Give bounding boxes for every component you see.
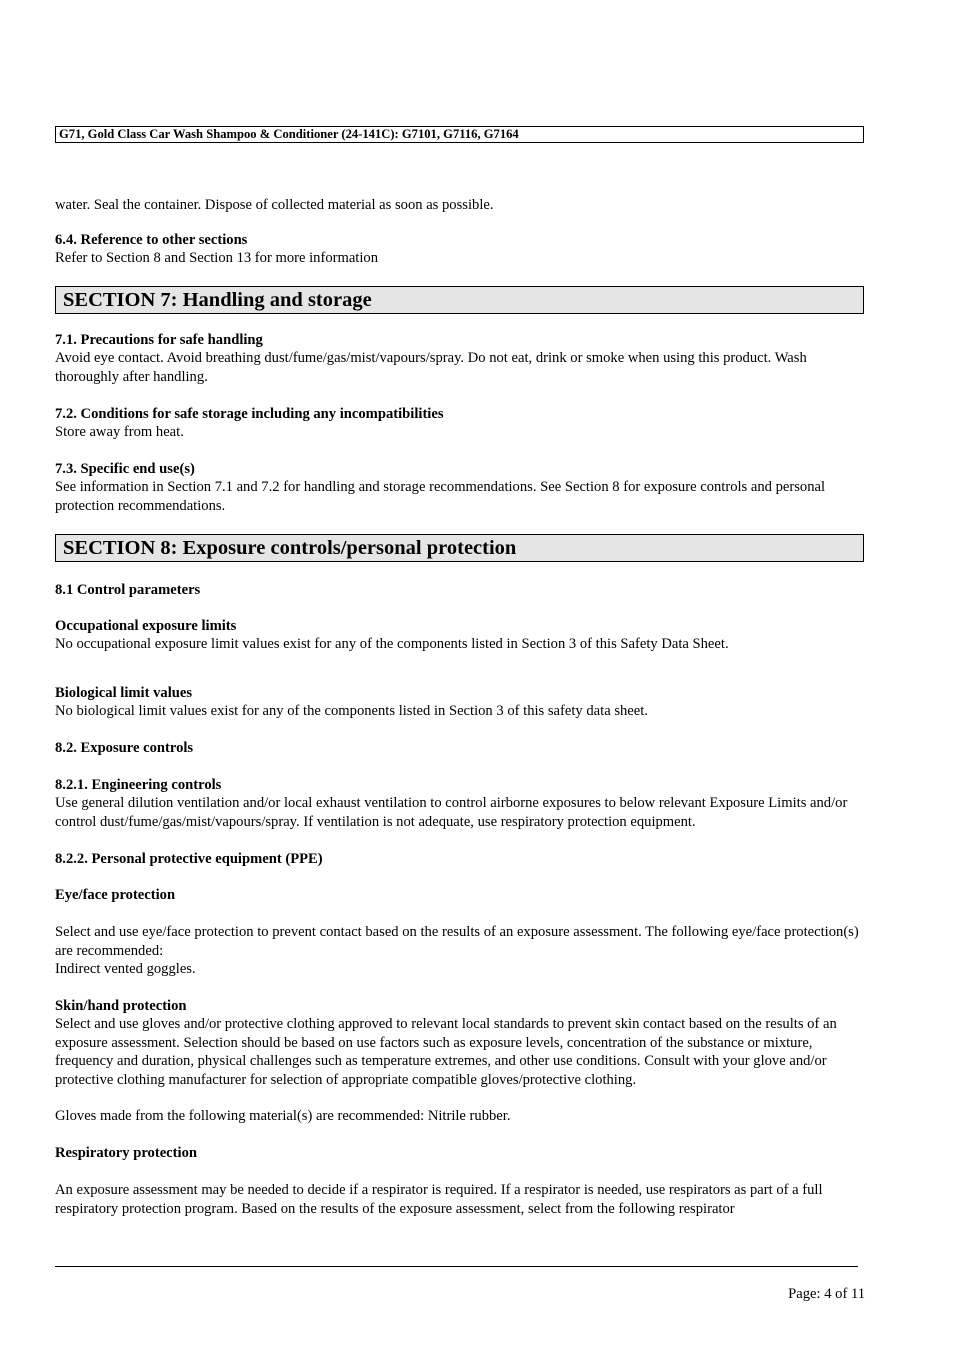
section-8-1-heading: 8.1 Control parameters bbox=[55, 582, 201, 598]
page-number: Page: 4 of 11 bbox=[788, 1286, 865, 1302]
blv-text: No biological limit values exist for any of the components listed in Section 3 of this safety data sheet. bbox=[55, 703, 648, 719]
section-7-2-heading: 7.2. Conditions for safe storage including any incompatibilities bbox=[55, 406, 444, 422]
section-7-1-text: Avoid eye contact. Avoid breathing dust/fume/gas/mist/vapours/spray. Do not eat, drink or smoke when using this product. Wash thoroughly after handling. bbox=[55, 350, 807, 385]
eye-protection-recommendation: Indirect vented goggles. bbox=[55, 961, 196, 977]
skin-protection-heading: Skin/hand protection bbox=[55, 998, 187, 1014]
section-8-2-heading: 8.2. Exposure controls bbox=[55, 740, 194, 756]
section-7-title: SECTION 7: Handling and storage bbox=[55, 286, 864, 314]
section-7-3-heading: 7.3. Specific end use(s) bbox=[55, 461, 195, 477]
section-7-3-text: See information in Section 7.1 and 7.2 for handling and storage recommendations. See Section 8 for exposure controls and personal protection recommendations. bbox=[55, 479, 826, 514]
eye-protection-text: Select and use eye/face protection to prevent contact based on the results of an exposure assessment. The following eye/face protection(s) are recommended: bbox=[55, 924, 859, 959]
eye-protection-heading: Eye/face protection bbox=[55, 887, 176, 903]
section-8-title: SECTION 8: Exposure controls/personal protection bbox=[55, 534, 864, 562]
section-6-4-heading: 6.4. Reference to other sections bbox=[55, 232, 248, 248]
section-7-2-text: Store away from heat. bbox=[55, 424, 184, 440]
section-8-2-1-text: Use general dilution ventilation and/or local exhaust ventilation to control airborne exposures to below relevant Exposure Limits and/or control dust/fume/gas/mist/vapours/spray. If ventilation is not adequate, use respiratory protection equipment. bbox=[55, 795, 848, 830]
respiratory-protection-heading: Respiratory protection bbox=[55, 1145, 197, 1161]
section-8-2-2-heading: 8.2.2. Personal protective equipment (PPE) bbox=[55, 851, 323, 867]
oel-heading: Occupational exposure limits bbox=[55, 618, 237, 634]
section-6-4-text: Refer to Section 8 and Section 13 for more information bbox=[55, 250, 379, 266]
skin-protection-text: Select and use gloves and/or protective clothing approved to relevant local standards to prevent skin contact based on the results of an exposure assessment. Selection should be based on use factors such as exposure levels, concentration of the substance or mixture, frequency and duration, physical challenges such as temperature extremes, and other use conditions. Consult with your glove and/or protective clothing manufacturer for selection of appropriate compatible gloves/protective clothing. bbox=[55, 1016, 837, 1088]
continued-text: water. Seal the container. Dispose of collected material as soon as possible. bbox=[55, 197, 494, 213]
footer-divider bbox=[55, 1266, 858, 1267]
document-header-product: G71, Gold Class Car Wash Shampoo & Conditioner (24-141C): G7101, G7116, G7164 bbox=[55, 126, 864, 143]
oel-text: No occupational exposure limit values exist for any of the components listed in Section 3 of this Safety Data Sheet. bbox=[55, 636, 729, 652]
section-8-2-1-heading: 8.2.1. Engineering controls bbox=[55, 777, 222, 793]
section-7-1-heading: 7.1. Precautions for safe handling bbox=[55, 332, 263, 348]
respiratory-protection-text: An exposure assessment may be needed to decide if a respirator is required. If a respirator is needed, use respirators as part of a full respiratory protection program. Based on the results of the exposure assessment, select from the following respirator bbox=[55, 1182, 823, 1217]
skin-protection-recommendation: Gloves made from the following material(s) are recommended: Nitrile rubber. bbox=[55, 1108, 511, 1124]
blv-heading: Biological limit values bbox=[55, 685, 193, 701]
